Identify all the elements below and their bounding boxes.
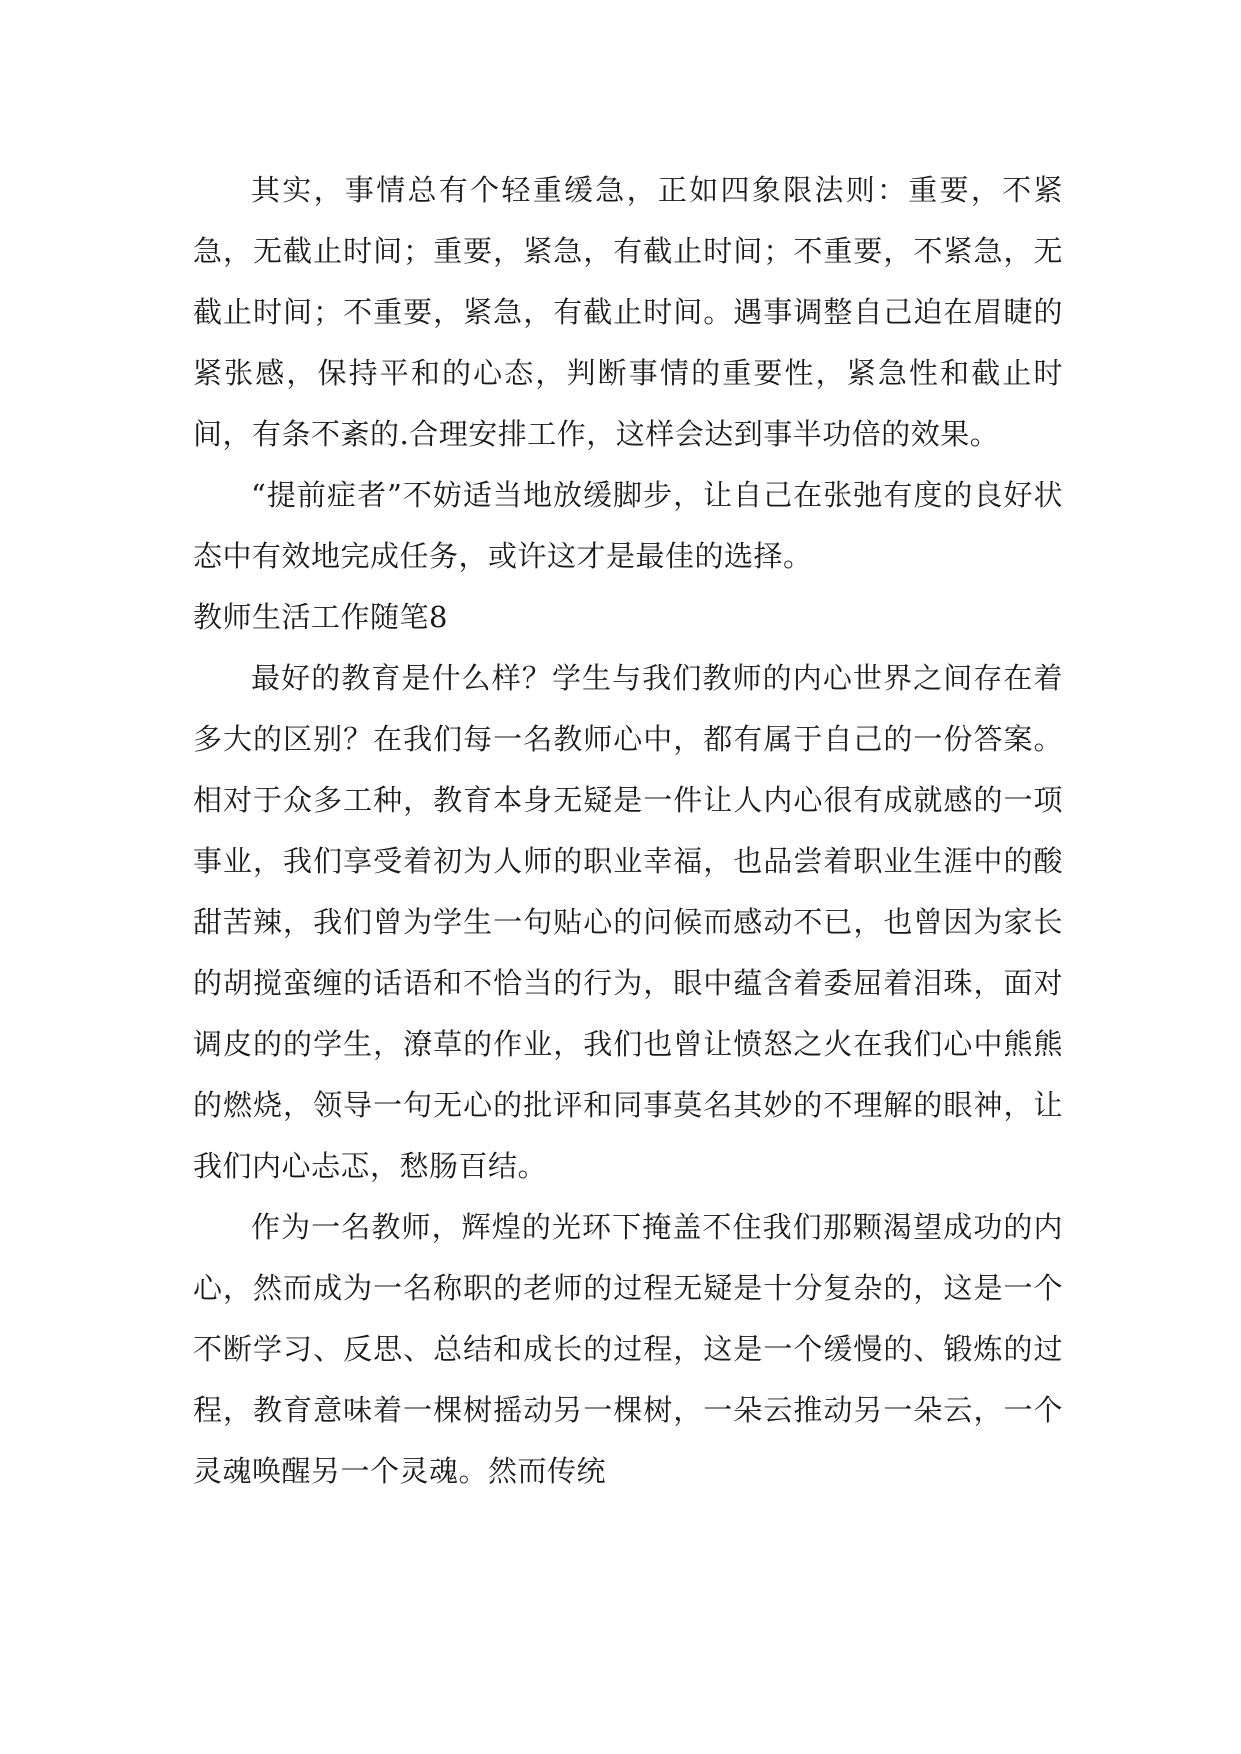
section-heading: 教师生活工作随笔8: [193, 600, 448, 634]
paragraph-best-education: 最好的教育是什么样？学生与我们教师的内心世界之间存在着多大的区别？在我们每一名教师心中，都有属于自己的一份答案。相对于众多工种，教育本身无疑是一件让人内心很有成就感的一项事业，我们享受着初为人师的职业幸福，也品尝着职业生涯中的酸甜苦辣，我们曾为学生一句贴心的问候而感动不已，也曾因为家长的胡搅蛮缠的话语和不恰当的行为，眼中蕴含着委屈着泪珠，面对调皮的的学生，潦草的作业，我们也曾让愤怒之火在我们心中熊熊的燃烧，领导一句无心的批评和同事莫名其妙的不理解的眼神，让我们内心忐忑，愁肠百结。: [193, 661, 1063, 1183]
paragraph-teacher-growth: 作为一名教师，辉煌的光环下掩盖不住我们那颗渴望成功的内心，然而成为一名称职的老师的过程无疑是十分复杂的，这是一个不断学习、反思、总结和成长的过程，这是一个缓慢的、锻炼的过程，教育意味着一棵树摇动另一棵树，一朵云推动另一朵云，一个灵魂唤醒另一个灵魂。然而传统: [193, 1210, 1063, 1488]
document-body: [193, 160, 1063, 1502]
paragraph-procrastination-advice: “提前症者”不妨适当地放缓脚步，让自己在张弛有度的良好状态中有效地完成任务，或许这才是最佳的选择。: [193, 478, 1063, 573]
paragraph-four-quadrants: 其实，事情总有个轻重缓急，正如四象限法则：重要，不紧急，无截止时间；重要，紧急，有截止时间；不重要，不紧急，无截止时间；不重要，紧急，有截止时间。遇事调整自己迫在眉睫的紧张感，保持平和的心态，判断事情的重要性，紧急性和截止时间，有条不紊的.合理安排工作，这样会达到事半功倍的效果。: [193, 173, 1063, 451]
